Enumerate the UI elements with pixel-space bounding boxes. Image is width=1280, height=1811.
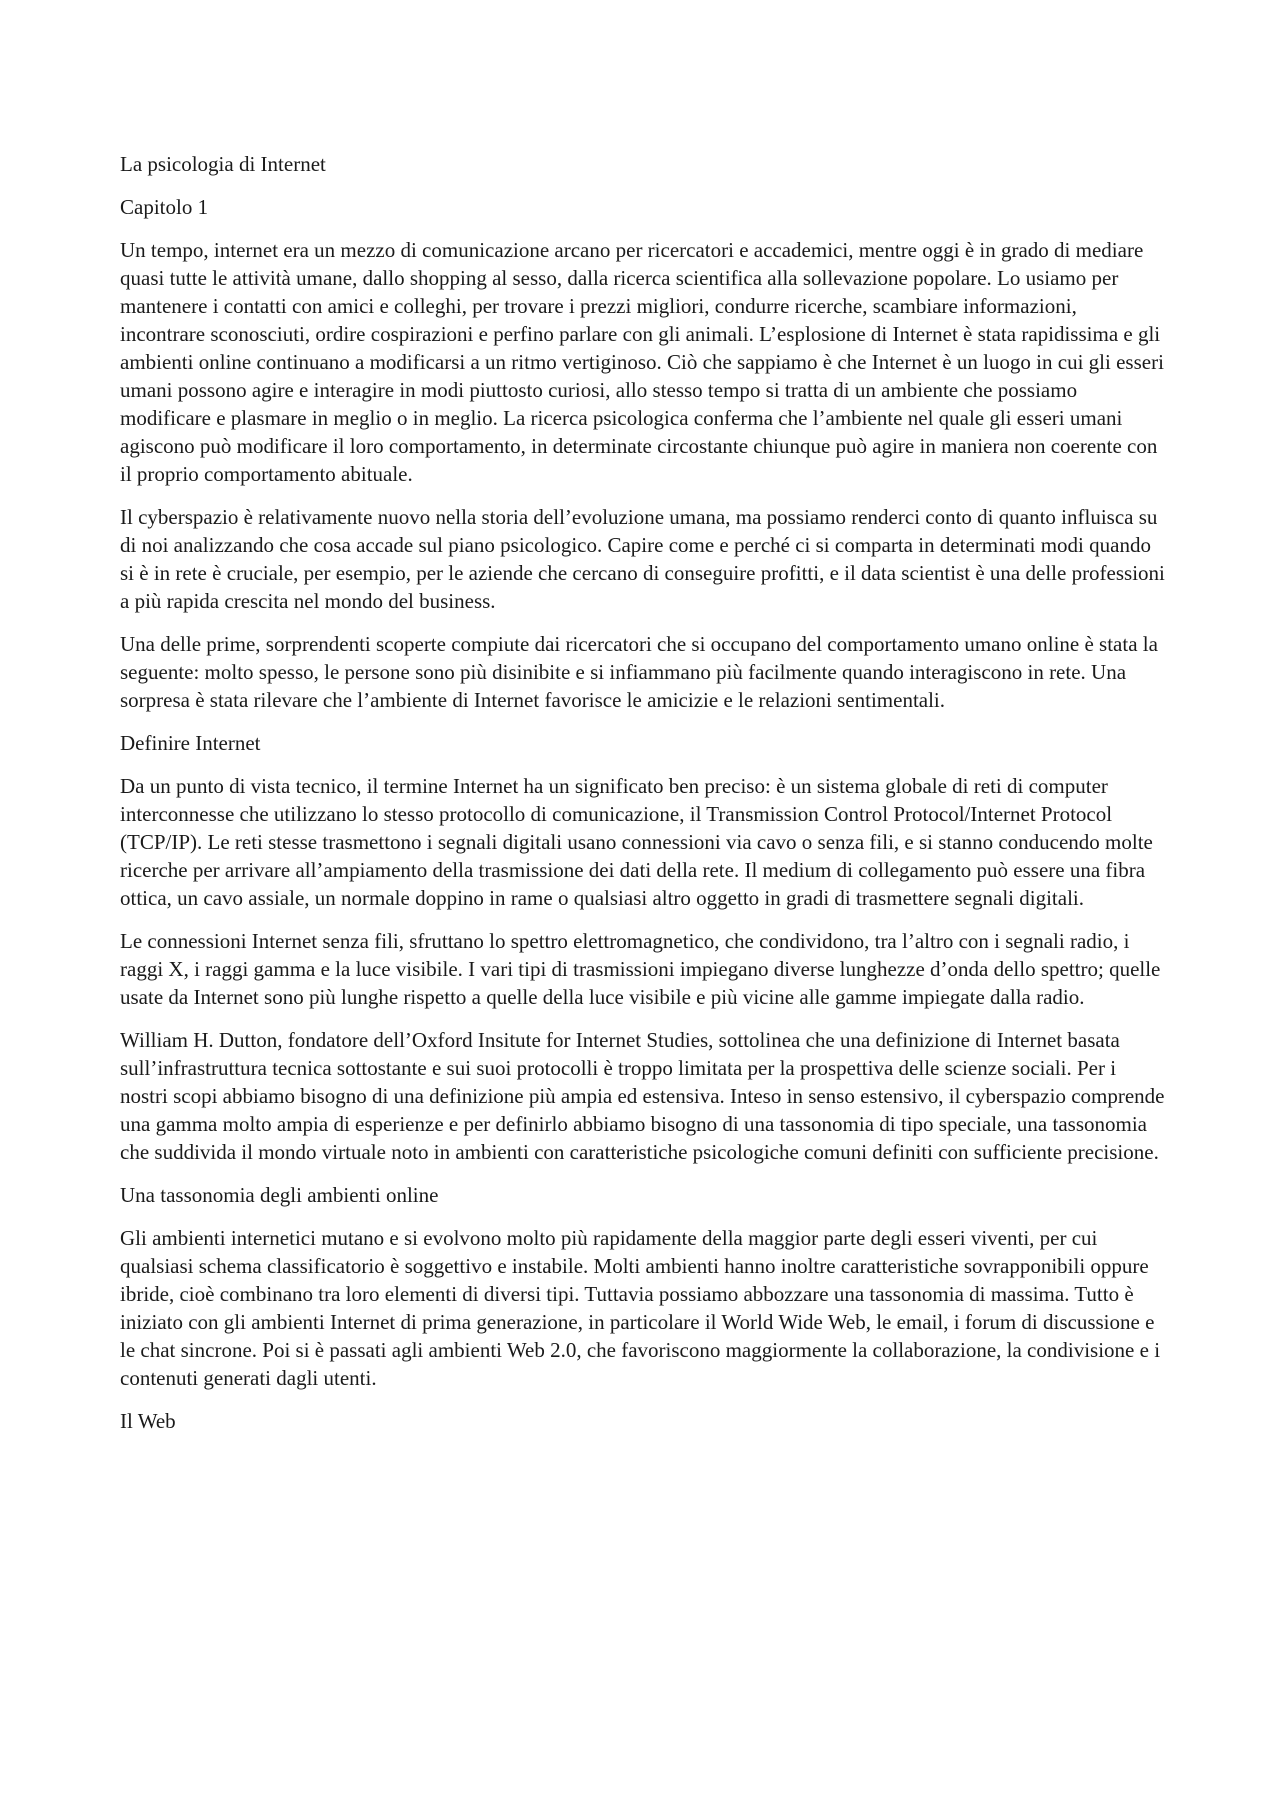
- section-heading-taxonomy: Una tassonomia degli ambienti online: [120, 1183, 439, 1207]
- chapter-heading: Capitolo 1: [120, 195, 209, 219]
- paragraph-define-1: Da un punto di vista tecnico, il termine Internet ha un significato ben preciso: è un sistema globale di reti di computer interconnesse che utilizzano lo stesso protocollo di comunicazione, il Transmission Control Protocol/Internet Protocol (TCP/IP). Le reti stesse trasmettono i segnali digitali usano connessioni via cavo o senza fili, e si stanno conducendo molte ricerche per arrivare all’ampiamento della trasmissione dei dati della rete. Il medium di collegamento può essere una fibra ottica, un cavo assiale, un normale doppino in rame o qualsiasi altro oggetto in gradi di trasmettere segnali digitali.: [120, 774, 1153, 910]
- paragraph-intro-2: Il cyberspazio è relativamente nuovo nella storia dell’evoluzione umana, ma possiamo renderci conto di quanto influisca su di noi analizzando che cosa accade sul piano psicologico. Capire come e perché ci si comparta in determinati modi quando si è in rete è cruciale, per esempio, per le aziende che cercano di conseguire profitti, e il data scientist è una delle professioni a più rapida crescita nel mondo del business.: [120, 505, 1165, 613]
- section-heading-web: Il Web: [120, 1409, 176, 1433]
- paragraph-taxonomy-1: Gli ambienti internetici mutano e si evolvono molto più rapidamente della maggior parte degli esseri viventi, per cui qualsiasi schema classificatorio è soggettivo e instabile. Molti ambienti hanno inoltre caratteristiche sovrapponibili oppure ibride, cioè combinano tra loro elementi di diversi tipi. Tuttavia possiamo abbozzare una tassonomia di massima. Tutto è iniziato con gli ambienti Internet di prima generazione, in particolare il World Wide Web, le email, i forum di discussione e le chat sincrone. Poi si è passati agli ambienti Web 2.0, che favoriscono maggiormente la collaborazione, la condivisione e i contenuti generati dagli utenti.: [120, 1226, 1161, 1390]
- paragraph-intro-1: Un tempo, internet era un mezzo di comunicazione arcano per ricercatori e accademici, mentre oggi è in grado di mediare quasi tutte le attività umane, dallo shopping al sesso, dalla ricerca scientifica alla sollevazione popolare. Lo usiamo per mantenere i contatti con amici e colleghi, per trovare i prezzi migliori, condurre ricerche, scambiare informazioni, incontrare sconosciuti, ordire cospirazioni e perfino parlare con gli animali. L’esplosione di Internet è stata rapidissima e gli ambienti online continuano a modificarsi a un ritmo vertiginoso. Ciò che sappiamo è che Internet è un luogo in cui gli esseri umani possono agire e interagire in modi piuttosto curiosi, allo stesso tempo si tratta di un ambiente che possiamo modificare e plasmare in meglio o in meglio. La ricerca psicologica conferma che l’ambiente nel quale gli esseri umani agiscono può modificare il loro comportamento, in determinate circostante chiunque può agire in maniera non coerente con il proprio comportamento abituale.: [120, 238, 1164, 486]
- document-page: [120, 150, 1166, 1450]
- paragraph-define-2: Le connessioni Internet senza fili, sfruttano lo spettro elettromagnetico, che condividono, tra l’altro con i segnali radio, i raggi X, i raggi gamma e la luce visibile. I vari tipi di trasmissioni impiegano diverse lunghezze d’onda dello spettro; quelle usate da Internet sono più lunghe rispetto a quelle della luce visibile e più vicine alle gamme impiegate dalla radio.: [120, 929, 1161, 1009]
- paragraph-define-3: William H. Dutton, fondatore dell’Oxford Insitute for Internet Studies, sottolinea che una definizione di Internet basata sull’infrastruttura tecnica sottostante e sui suoi protocolli è troppo limitata per la prospettiva delle scienze sociali. Per i nostri scopi abbiamo bisogno di una definizione più ampia ed estensiva. Inteso in senso estensivo, il cyberspazio comprende una gamma molto ampia di esperienze e per definirlo abbiamo bisogno di una tassonomia di tipo speciale, una tassonomia che suddivida il mondo virtuale noto in ambienti con caratteristiche psicologiche comuni definiti con sufficiente precisione.: [120, 1028, 1165, 1164]
- section-heading-define: Definire Internet: [120, 731, 261, 755]
- document-title: La psicologia di Internet: [120, 152, 326, 176]
- paragraph-intro-3: Una delle prime, sorprendenti scoperte compiute dai ricercatori che si occupano del comportamento umano online è stata la seguente: molto spesso, le persone sono più disinibite e si infiammano più facilmente quando interagiscono in rete. Una sorpresa è stata rilevare che l’ambiente di Internet favorisce le amicizie e le relazioni sentimentali.: [120, 632, 1158, 712]
